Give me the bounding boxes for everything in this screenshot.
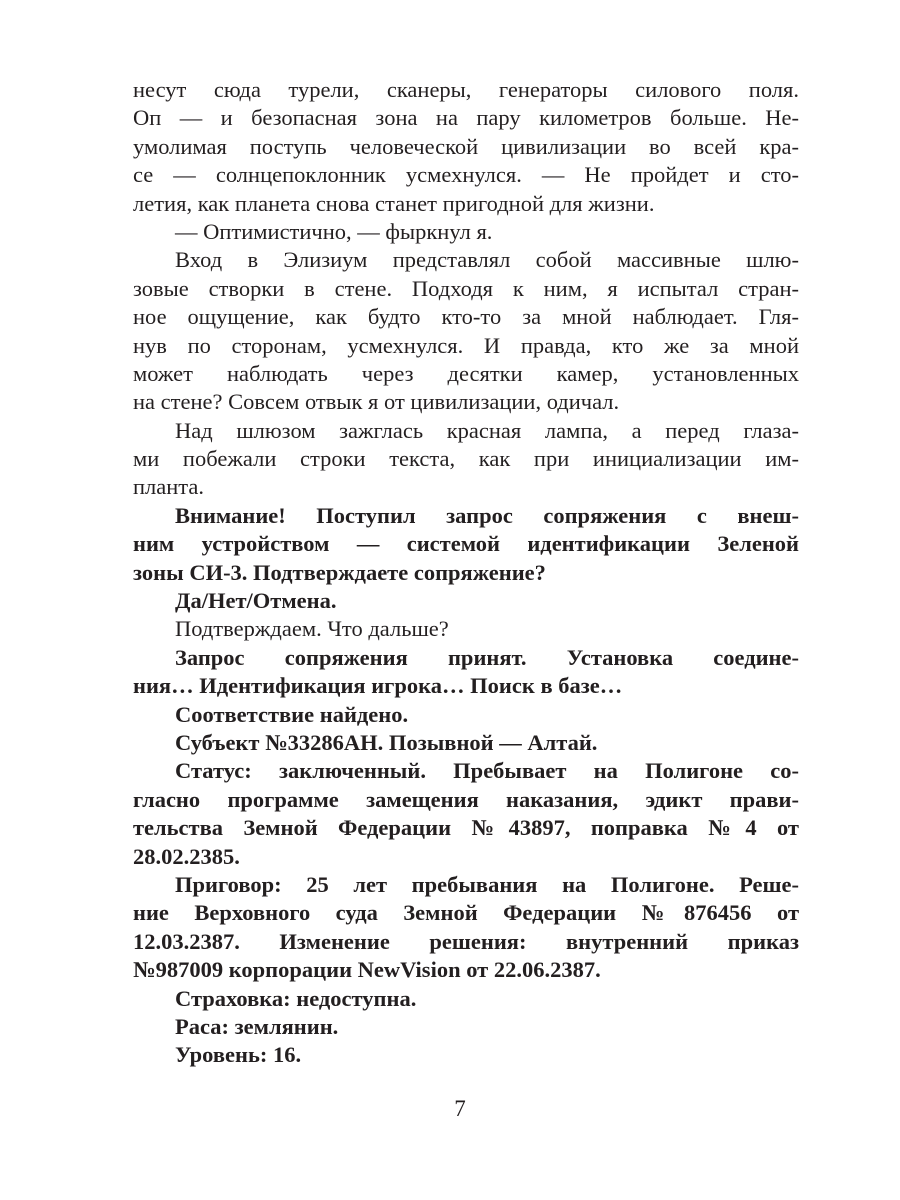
text-line: Вход в Элизиум представлял собой массивные шлю-	[175, 247, 799, 273]
text-line: планта.	[133, 474, 205, 500]
text-line: Субъект №33286АН. Позывной — Алтай.	[175, 729, 598, 755]
text-line: Соответствие найдено.	[175, 701, 409, 727]
text-line: на стене? Совсем отвык я от цивилизации, одичал.	[133, 389, 620, 415]
text-line: тельства Земной Федерации №43897, поправка №4 от	[133, 815, 799, 841]
page-body-text	[133, 76, 799, 1070]
text-line: ним устройством — системой идентификации Зеленой	[133, 531, 799, 557]
system-message-paragraph	[133, 701, 799, 729]
text-line: зовые створки в стене. Подходя к ним, я испытал стран-	[133, 275, 799, 301]
text-line: Страховка: недоступна.	[175, 985, 417, 1011]
text-line: ное ощущение, как будто кто-то за мной наблюдает. Гля-	[133, 304, 799, 330]
text-line: Приговор: 25 лет пребывания на Полигоне. Реше-	[175, 871, 799, 897]
paragraph	[133, 76, 799, 218]
text-line: Оп — и безопасная зона на пару километров больше. Не-	[133, 105, 799, 131]
text-line: летия, как планета снова станет пригодной для жизни.	[133, 190, 655, 216]
text-line: умолимая поступь человеческой цивилизации во всей кра-	[133, 133, 799, 159]
text-line: ми побежали строки текста, как при инициализации им-	[133, 446, 799, 472]
system-message-paragraph	[133, 757, 799, 871]
text-line: Запрос сопряжения принят. Установка соедине-	[175, 644, 799, 670]
text-line: может наблюдать через десятки камер, установленных	[133, 360, 799, 386]
text-line: Статус: заключенный. Пребывает на Полигоне со-	[175, 758, 799, 784]
paragraph	[133, 246, 799, 416]
text-line: гласно программе замещения наказания, эдикт прави-	[133, 786, 799, 812]
text-line: ния… Идентификация игрока… Поиск в базе…	[133, 673, 623, 699]
text-line: ние Верховного суда Земной Федерации №876456 от	[133, 900, 799, 926]
text-line: нув по сторонам, усмехнулся. И правда, кто же за мной	[133, 332, 799, 358]
text-line: зоны СИ-3. Подтверждаете сопряжение?	[133, 559, 546, 585]
text-line: 28.02.2385.	[133, 843, 240, 869]
system-message-paragraph	[133, 729, 799, 757]
system-message-paragraph	[133, 502, 799, 587]
system-message-paragraph	[133, 985, 799, 1013]
text-line: се — солнцепоклонник усмехнулся. — Не пройдет и сто-	[133, 162, 799, 188]
text-line: Да/Нет/Отмена.	[175, 588, 337, 614]
text-line: — Оптимистично, — фыркнул я.	[175, 218, 493, 244]
text-line: 12.03.2387. Изменение решения: внутренний приказ	[133, 928, 799, 954]
system-message-paragraph	[133, 1041, 799, 1069]
text-line: несут сюда турели, сканеры, генераторы силового поля.	[133, 77, 799, 102]
system-message-paragraph	[133, 644, 799, 701]
system-message-paragraph	[133, 1013, 799, 1041]
paragraph	[133, 615, 799, 643]
page-number: 7	[454, 1096, 466, 1121]
system-message-paragraph	[133, 871, 799, 985]
text-line: Подтверждаем. Что дальше?	[175, 616, 449, 642]
text-line: Уровень: 16.	[175, 1042, 302, 1068]
text-line: Раса: землянин.	[175, 1013, 339, 1039]
system-message-paragraph	[133, 587, 799, 615]
text-line: Над шлюзом зажглась красная лампа, а перед глаза-	[175, 417, 799, 443]
paragraph	[133, 218, 799, 246]
text-line: Внимание! Поступил запрос сопряжения с внеш-	[175, 502, 799, 528]
text-line: №987009 корпорации NewVision от 22.06.2387.	[133, 957, 601, 983]
paragraph	[133, 417, 799, 502]
